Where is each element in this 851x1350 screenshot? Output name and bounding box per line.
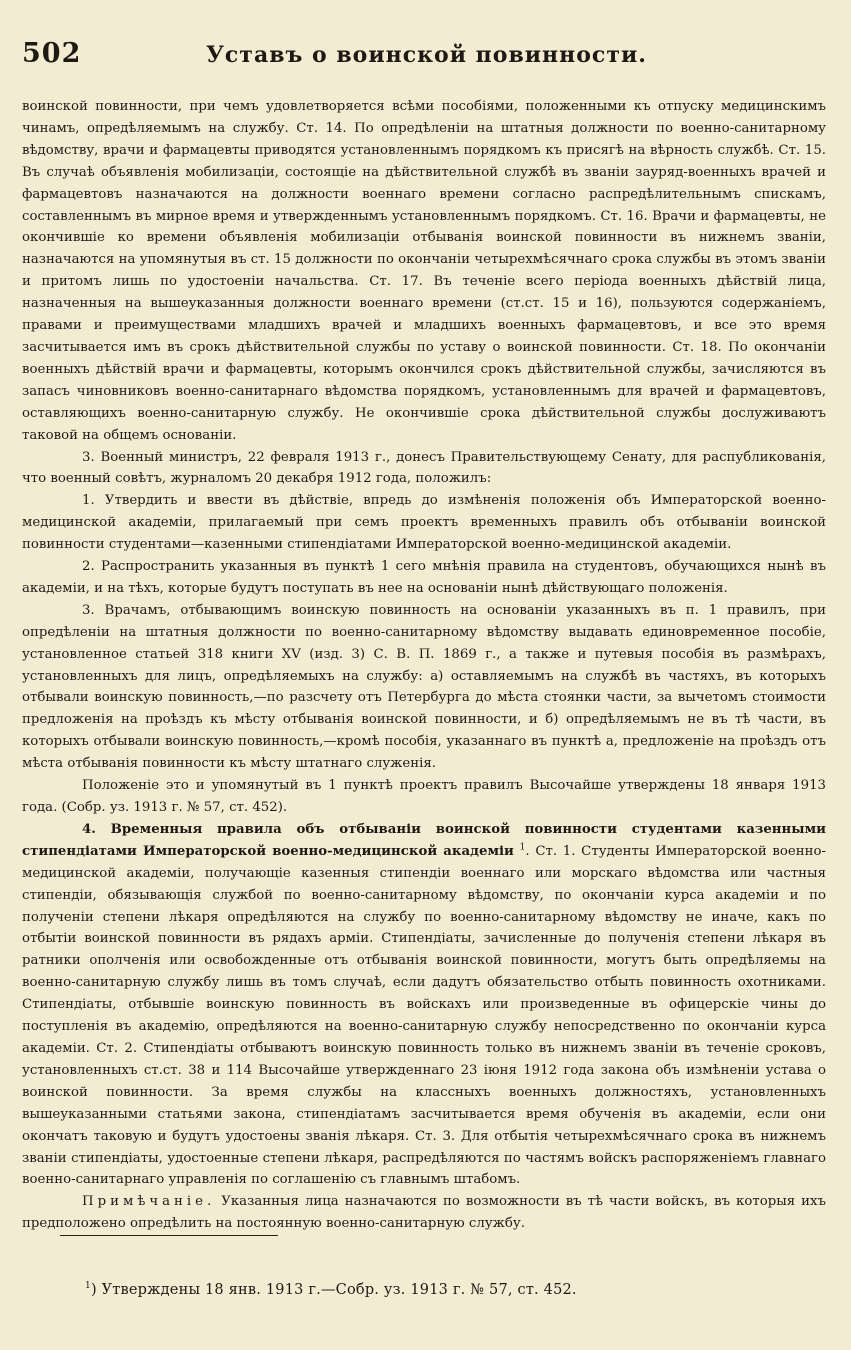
footnote-divider [60, 1235, 278, 1236]
footnote-mark: 1 [85, 1281, 91, 1292]
page-body [22, 96, 826, 1235]
section-heading-item-4: 4. Временныя правила объ отбываніи воинской повинности студентами казенными стипендіатами Императорской военно-медицинской академіи [22, 821, 826, 859]
running-title: Уставъ о воинской повинности. [206, 42, 647, 68]
paragraph-articles-14-18: воинской повинности, при чемъ удовлетворяется всѣми пособіями, положенными къ отпуску медицинскимъ чинамъ, опредѣляемымъ на службу. Ст. 14. По опредѣленіи на штатныя должности по военно-санитарному вѣдомству, врачи и фармацевты приводятся установленнымъ порядкомъ къ присягѣ на вѣрность службѣ. Ст. 15. Въ случаѣ объявленія мобилизаціи, состоящіе на дѣйствительной службѣ въ званіи зауряд-военныхъ врачей и фармацевтовъ назначаются на должности военнаго времени согласно распредѣлительнымъ спискамъ, составленнымъ въ мирное время и утвержденнымъ установленнымъ порядкомъ. Ст. 16. Врачи и фармацевты, не окончившіе ко времени объявленія мобилизаціи отбыванія воинской повинности въ нижнемъ званіи, назначаются на упомянутыя въ ст. 15 должности по окончаніи четырехмѣсячнаго срока службы въ этомъ званіи и притомъ лишь по удостоеніи начальства. Ст. 17. Въ теченіе всего періода военныхъ дѣйствій лица, назначенныя на вышеуказанныя должности военнаго времени (ст.ст. 15 и 16), пользуются содержаніемъ, правами и преимуществами младшихъ врачей и младшихъ военныхъ фармацевтовъ, и все это время засчитывается имъ въ срокъ дѣйствительной службы по уставу о воинской повинности. Ст. 18. По окончаніи военныхъ дѣйствій врачи и фармацевты, которымъ окончился срокъ дѣйствительной службы, зачисляются въ запасъ чиновниковъ военно-санитарнаго вѣдомства порядкомъ, установленнымъ для врачей и фармацевтовъ, оставляющихъ военно-санитарную службу. Не окончившіе срока дѣйствительной службы дослуживаютъ таковой на общемъ основаніи. [22, 99, 826, 443]
note-text: Указанныя лица назначаются по возможности въ тѣ части войскъ, въ которыя ихъ предположено опредѣлить на постоянную военно-санитарную службу. [22, 1194, 826, 1232]
paragraph-item-4 [22, 819, 826, 1191]
paragraph-item-4-text: . Ст. 1. Студенты Императорской военно-медицинской академіи, получающіе казенныя стипендіи военнаго или морскаго вѣдомства или частныя стипендіи, обязывающія службой по военно-санитарному вѣдомству, по окончаніи курса академіи и по полученіи степени лѣкаря опредѣляются на службу по военно-санитарному вѣдомству не иначе, какъ по отбытіи воинской повинности въ рядахъ арміи. Стипендіаты, зачисленные до полученія степени лѣкаря въ ратники ополченія или освобожденные отъ отбыванія воинской повинности, могутъ быть опредѣляемы на военно-санитарную службу лишь въ томъ случаѣ, если дадутъ обязательство отбыть повинность охотниками. Стипендіаты, отбывшіе воинскую повинность въ войскахъ или произведенные въ офицерскіе чины до поступленія въ академію, опредѣляются на военно-санитарную службу непосредственно по окончаніи курса академіи. Ст. 2. Стипендіаты отбываютъ воинскую повинность только въ нижнемъ званіи въ теченіе сроковъ, установленныхъ ст.ст. 38 и 114 Высочайше утвержденнаго 23 іюня 1912 года закона объ измѣненіи устава о воинской повинности. За время службы на классныхъ военныхъ должностяхъ, установленныхъ вышеуказанными статьями закона, стипендіатамъ засчитывается время обученія въ академіи, если они окончатъ таковую и будутъ удостоены званія лѣкаря. Ст. 3. Для отбытія четырехмѣсячнаго срока въ нижнемъ званіи стипендіаты, удостоенные степени лѣкаря, распредѣляются по частямъ войскъ распоряженіемъ главнаго военно-санитарнаго управленія по соглашенію съ главнымъ штабомъ. [22, 843, 826, 1188]
note-label: Примѣчаніе. [82, 1194, 216, 1210]
paragraph-resolution-3: 3. Врачамъ, отбывающимъ воинскую повинность на основаніи указанныхъ въ п. 1 правилъ, при опредѣленіи на штатныя должности по военно-санитарному вѣдомству выдавать единовременное пособіе, установленное статьей 318 книги XV (изд. 3) С. В. П. 1869 г., а также и путевыя пособія въ размѣрахъ, установленныхъ для лицъ, опредѣляемыхъ на службу: а) оставляемымъ на службѣ въ частяхъ, въ которыхъ отбывали воинскую повинность,—по разсчету отъ Петербурга до мѣста стоянки части, за вычетомъ стоимости предложенія на проѣздъ къ мѣсту отбыванія воинской повинности, и б) опредѣляемымъ не въ тѣ части, въ которыхъ отбывали воинскую повинность,—кромѣ пособія, указаннаго въ пунктѣ а, предложеніе на проѣздъ отъ мѣста отбыванія повинности къ мѣсту штатнаго служенія. [22, 602, 826, 772]
footnote [85, 1282, 577, 1298]
paragraph-note [22, 1191, 826, 1235]
paragraph-resolution-1: 1. Утвердить и ввести въ дѣйствіе, впредь до измѣненія положенія объ Императорской военно-медицинской академіи, прилагаемый при семъ проектъ временныхъ правилъ объ отбываніи воинской повинности студентами—казенными стипендіатами Императорской военно-медицинской академіи. [22, 493, 826, 553]
page-number: 502 [22, 38, 82, 69]
paragraph-resolution-2: 2. Распространить указанныя въ пунктѣ 1 сего мнѣнія правила на студентовъ, обучающихся нынѣ въ академіи, и на тѣхъ, которые будутъ поступать въ нее на основаніи нынѣ дѣйствующаго положенія. [22, 559, 826, 596]
page-header [22, 38, 791, 78]
paragraph-item-3: 3. Военный министръ, 22 февраля 1913 г., донесъ Правительствующему Сенату, для распубликованія, что военный совѣтъ, журналомъ 20 декабря 1912 года, положилъ: [22, 449, 826, 487]
paragraph-approval: Положеніе это и упомянутый въ 1 пунктѣ проектъ правилъ Высочайше утверждены 18 января 1913 года. (Собр. уз. 1913 г. № 57, ст. 452). [22, 778, 826, 815]
footnote-reference: 1 [519, 842, 526, 853]
footnote-text: ) Утверждены 18 янв. 1913 г.—Собр. уз. 1913 г. № 57, ст. 452. [90, 1282, 577, 1298]
